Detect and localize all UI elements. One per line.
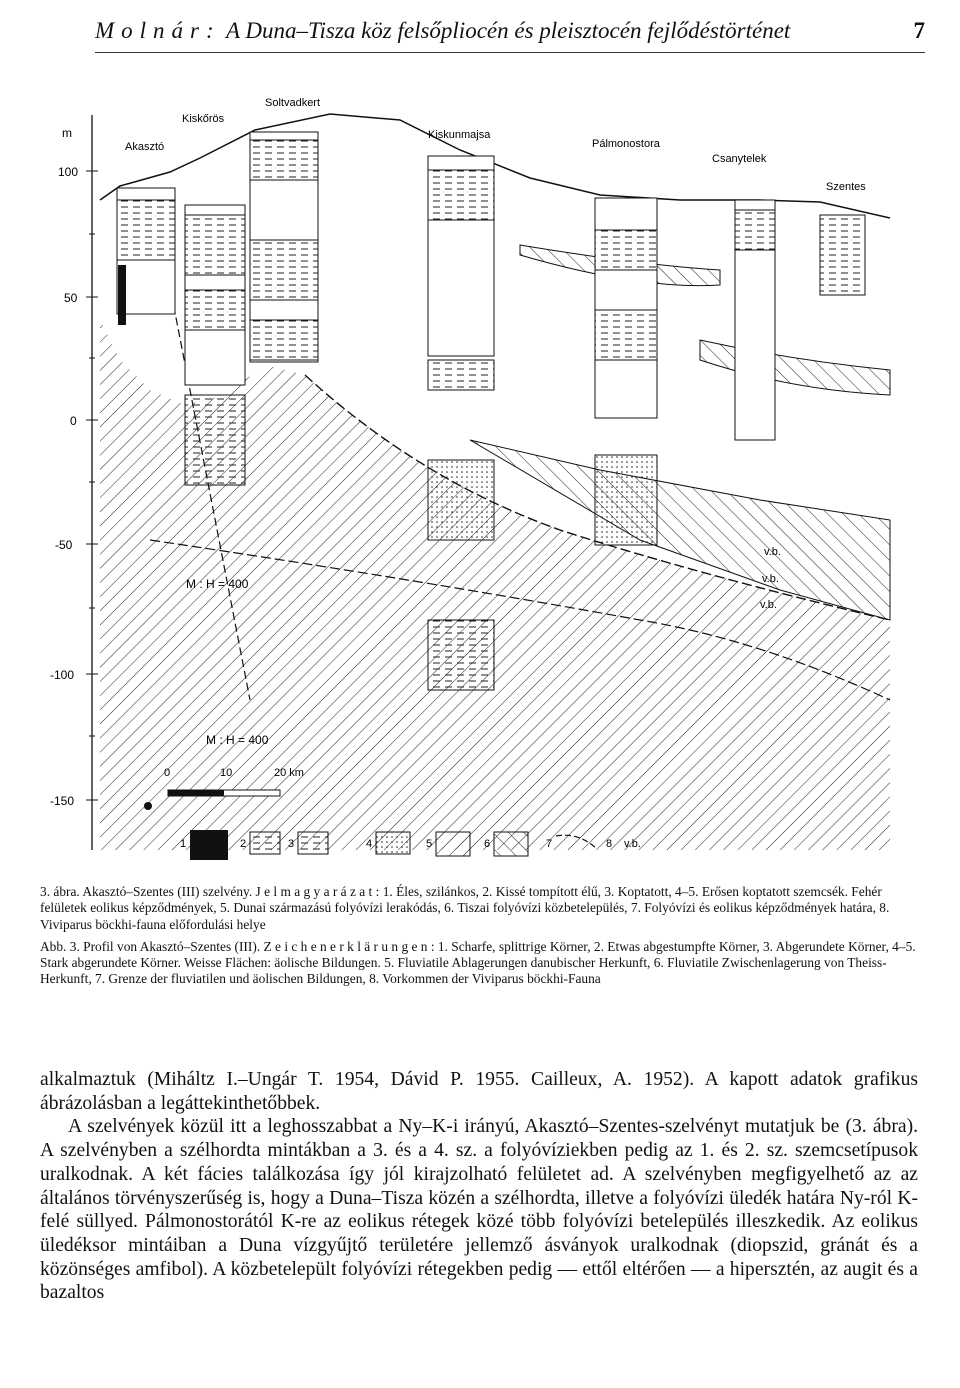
locality-label: Csanytelek [712,153,767,165]
legend-number: 2 [240,838,247,850]
body-paragraph: A szelvények közül itt a leghosszabbat a Ny–K-i irányú, Akasztó–Szentes-szelvényt mutatjuk be (3. ábra). A szelvényben a szélhordta mintákban a 3. és a 4. sz. a folyóvíziekben pedig az 1. és 2. sz. szemcsetípusok uralkodnak. A két fácies találkozása így jól kirajzolható felületet ad. A szelvényben megfigyelhető az az általános törvényszerűség is, hogy a Duna–Tisza közén a szélhordta, illetve a folyóvízi üledék határa Ny-ról K-felé süllyed. Pálmonostorától K-re az eolikus rétegek közé több folyóvízi betelepülés illeszkedik. Az eolikus üledéksor mintáiban a Duna vízgyűjtő területére jellemző ásványok uralkodnak (diopszid, gránát és a közönséges amfibol). A közbetelepült folyóvízi rétegekben pedig — ettől eltérően — a hipersztén, az augit és a bazaltos [40,1116,918,1304]
running-author: Molnár: [95,18,221,43]
vb-mark: v.b. [762,573,779,585]
figure-caption [40,884,920,988]
legend-swatch-sharp [190,830,228,860]
legend-number: 5 [426,838,433,850]
scale-ratio-label: M : H = 400 [206,733,269,747]
body-paragraph: alkalmaztuk (Miháltz I.–Ungár T. 1954, Dávid P. 1955. Cailleux, A. 1952). A kapott adatok grafikus ábrázolásban a legáttekinthetőbbek. [40,1069,918,1114]
legend-swatch-rounded [250,832,280,854]
y-tick-label: 0 [70,414,77,428]
borehole-akaszto [117,188,175,325]
legend-swatch-strongly-rounded [376,832,410,854]
header-rule [95,52,925,53]
legend-swatch-worn [298,832,328,854]
borehole-palmonostora [595,198,657,545]
scale-bar-label: 20 km [274,767,304,779]
scale-bar-label: 10 [220,767,233,779]
running-title [95,18,790,44]
y-tick-label: 50 [64,291,78,305]
locality-label: Soltvadkert [265,97,321,109]
running-title-text: A Duna–Tisza köz felsőpliocén és pleisztocén fejlődéstörténet [226,18,791,43]
legend-number: 6 [484,838,491,850]
tisza-interlayer [700,340,890,395]
y-tick-label: 100 [58,165,79,179]
page-number: 7 [913,18,925,43]
locality-label: Pálmonostora [592,138,660,150]
y-tick-label: -100 [50,668,75,682]
scale-ratio-label: M : H = 400 [186,577,249,591]
caption-hungarian: 3. ábra. Akasztó–Szentes (III) szelvény. J e l m a g y a r á z a t : 1. Éles, szilánkos, 2. Kissé tompított élű, 3. Koptatott, 4–5. Erősen koptatott szemcsék. Fehér felületek eolikus képződmények, 5. Dunai származású folyóvízi lerakódás, 6. Tiszai folyóvízi közbetelepülés, 7. Folyóvízi és eolikus képződmények határa, 8. Viviparus böckhi-fauna előfordulási helye [40,884,890,932]
legend-vb: v.b. [624,838,641,850]
borehole-kiskoros [185,205,245,485]
y-tick-label: -150 [50,794,75,808]
legend-number: 4 [366,838,373,850]
vb-mark: v.b. [760,599,777,611]
borehole-soltvadkert [250,132,318,362]
caption-german: Abb. 3. Profil von Akasztó–Szentes (III). Z e i c h e n e r k l ä r u n g e n : 1. Scharfe, splittrige Körner, 2. Etwas abgestumpfte Körner, 3. Abgerundete Körner, 4–5. Stark abgerundete Körner. Weisse Flächen: äolische Bildungen. 5. Fluviatile Ablagerungen danubischer Herkunft, 6. Fluviatile Zwischenlagerung von Theiss-Herkunft, 7. Grenze der fluviatilen und äolischen Bildungen, 8. Vorkommen der Viviparus böckhi-Fauna [40,938,916,987]
legend-number: 3 [288,838,295,850]
running-head [95,18,925,48]
y-unit-label: m [62,126,72,140]
locality-label: Akasztó [125,141,165,153]
borehole-csanytelek [735,200,775,440]
legend-number: 7 [546,838,553,850]
scale-bar-label: 0 [164,767,171,779]
legend-number: 8 [606,838,613,850]
legend-swatch-tisza [494,832,528,856]
locality-label: Szentes [826,181,866,193]
legend-swatch-danube [436,832,470,856]
bullet-mark [144,802,152,810]
body-text [40,1068,918,1305]
cross-section-figure [0,60,960,880]
legend-number: 1 [180,838,187,850]
locality-label: Kiskunmajsa [428,129,491,141]
vb-mark: v.b. [764,546,781,558]
y-tick-label: -50 [55,538,73,552]
y-axis [50,115,98,850]
locality-label: Kiskőrös [182,113,225,125]
borehole-szentes [820,215,865,295]
